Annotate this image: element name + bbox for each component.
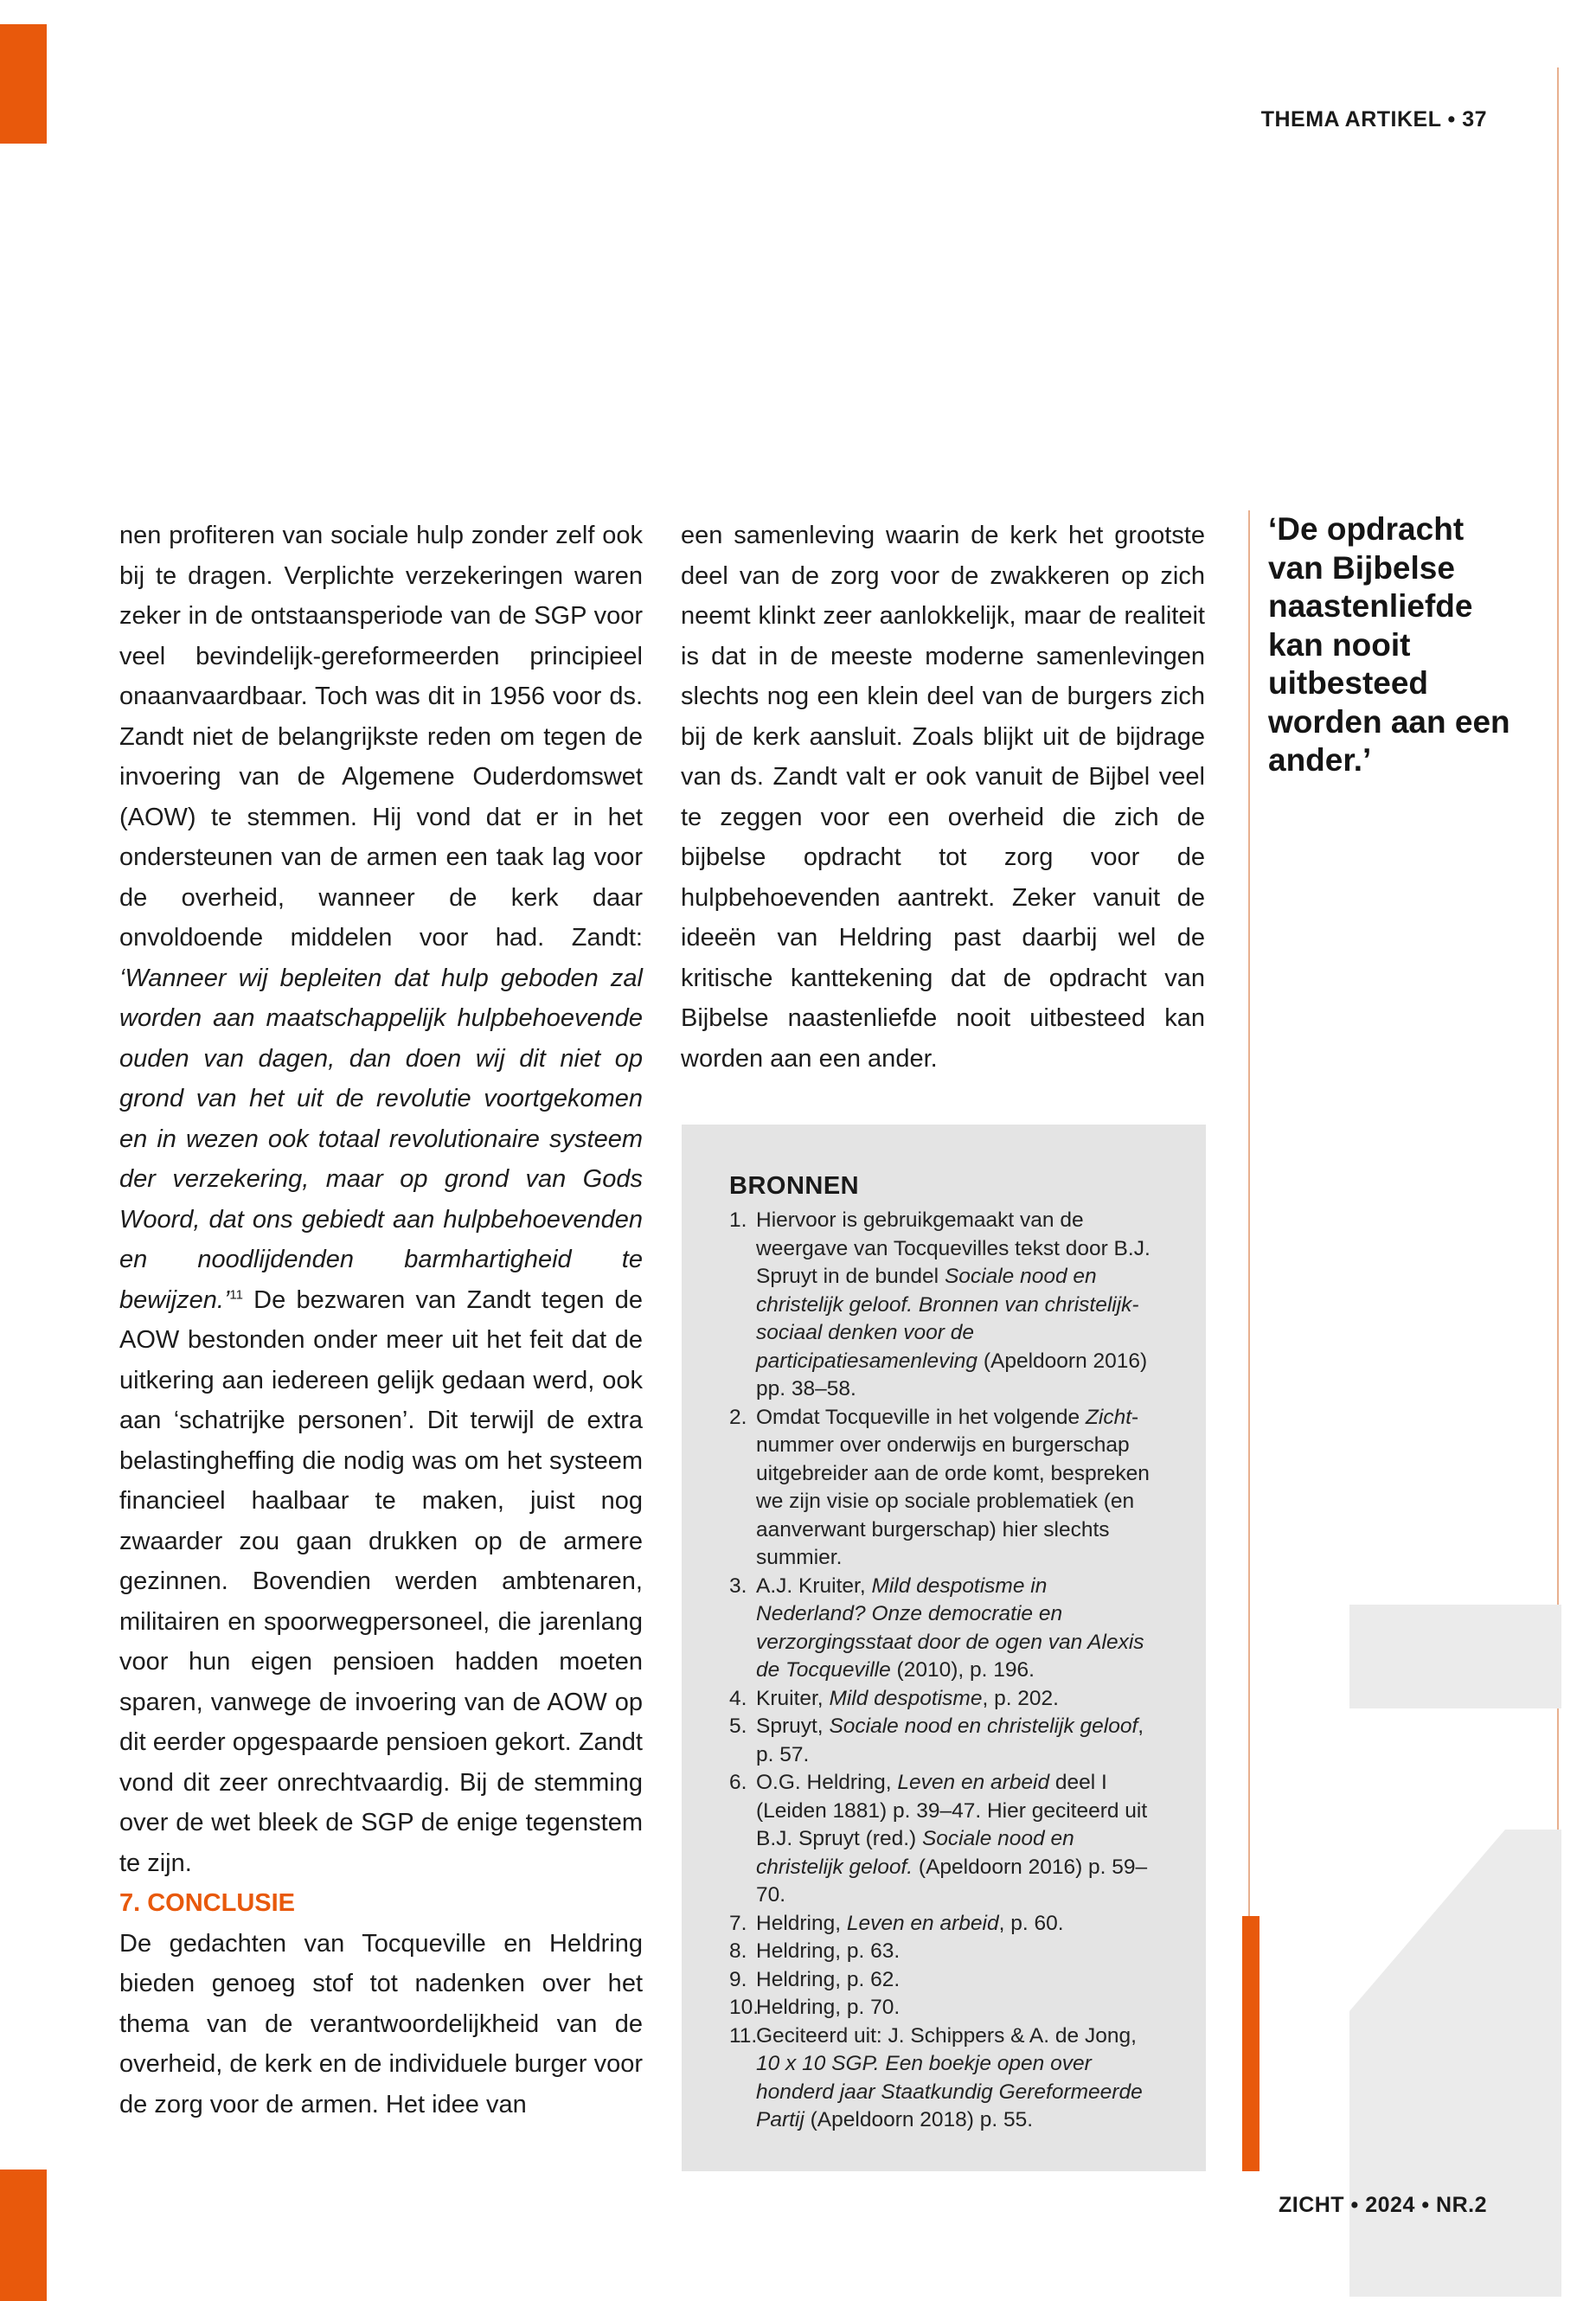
zandt-quote: ‘Wanneer wij bepleiten dat hulp geboden zal worden aan maatschappelijk hulpbehoevende ouden van dagen, dan doen wij dit niet op grond van het uit de revolutie voortgekomen en in wezen ook totaal revolutionaire systeem der verzekering, maar op grond van Gods Woord, dat ons gebiedt aan hulpbehoevenden en noodlijdenden barmhartigheid te bewijzen.’ [119,964,643,1314]
left-text-b: De bezwaren van Zandt tegen de AOW bestonden onder meer uit het feit dat de uitkering aan iedereen gelijk gedaan werd, ook aan ‘schatrijke personen’. Dit terwijl de extra belastingheffing die nodig was om het systeem financieel haalbaar te maken, juist nog zwaarder zou gaan drukken op de armere gezinnen. Bovendien werden ambtenaren, militairen en spoorwegpersoneel, die jarenlang voor hun eigen pensioen hadden moeten sparen, vanwege de invoering van de AOW op dit eerder opgespaarde pensioen gekort. Zandt vond dit zeer onrechtvaardig. Bij de stemming over de wet bleek de SGP de enige tegenstem te zijn. [119,1285,643,1877]
orange-edge-bar-bottom [0,2170,47,2301]
header-label: THEMA ARTIKEL [1260,107,1442,131]
footer-year: 2024 [1365,2193,1415,2217]
source-item: 5. Spruyt, Sociale nood en christelijk geloof, p. 57. [729,1715,1144,1766]
source-item: 8. Heldring, p. 63. [729,1939,901,1963]
source-item: 6. O.G. Heldring, Leven en arbeid deel I (Leiden 1881) p. 39–47. Hier geciteerd uit B.J. Spruyt (red.) Sociale nood en christelijk geloof. (Apeldoorn 2016) p. 59–70. [729,1771,1148,1907]
source-item: 3. A.J. Kruiter, Mild despotisme in Nederland? Onze democratie en verzorgingsstaat door de ogen van Alexis de Tocqueville (2010), p. 196. [729,1574,1144,1682]
source-item: 4. Kruiter, Mild despotisme, p. 202. [729,1686,1059,1710]
middle-column [681,516,1205,1079]
left-paragraph-2: De gedachten van Tocqueville en Heldring bieden genoeg stof tot nadenken over het thema van de verantwoordelijkheid van de overheid, de kerk en de individuele burger voor de zorg voor de armen. Het idee van [119,1929,643,2118]
footer-bullet: • [1350,2193,1366,2217]
left-text-a: nen profiteren van sociale hulp zonder zelf ook bij te dragen. Verplichte verzekeringen waren zeker in de ontstaansperiode van de SGP voor veel bevindelijk-gereformeerden principieel onaanvaardbaar. Toch was dit in 1956 voor ds. Zandt niet de belangrijkste reden om tegen de invoering van de Algemene Ouderdomswet (AOW) te stemmen. Hij vond dat er in het ondersteunen van de armen een taak lag voor de overheid, wanneer de kerk daar onvoldoende middelen voor had. Zandt: [119,522,643,952]
orange-vertical-accent [1242,1916,1259,2171]
thin-vertical-rule [1248,510,1250,1916]
running-footer [1279,2193,1487,2218]
source-item: 9. Heldring, p. 62. [729,1967,901,1991]
footer-issue: NR.2 [1436,2193,1487,2217]
page-number: 37 [1462,107,1487,131]
left-column [119,516,643,2125]
footnote-ref-11: 11 [229,1286,243,1302]
source-item: 2. Omdat Tocqueville in het volgende Zicht-nummer over onderwijs en burgerschap uitgebreider aan de orde komt, bespreken we zijn visie op sociale problematiek (en aanverwant burgerschap) hier slechts summier. [729,1405,1150,1569]
source-item: 10. Heldring, p. 70. [729,1996,901,2019]
running-header [1261,107,1487,132]
header-bullet: • [1447,107,1463,131]
source-item: 1. Hiervoor is gebruikgemaakt van de weergave van Tocquevilles tekst door B.J. Spruyt in de bundel Sociale nood en christelijk geloof. Bronnen van christelijk-sociaal denken voor de participatiesamenleving (Apeldoorn 2016) pp. 38–58. [729,1208,1151,1400]
section-heading-conclusie: 7. CONCLUSIE [119,1889,296,1917]
orange-edge-bar-top [0,24,47,144]
sources-list [729,1207,1162,2135]
middle-paragraph-1: een samenleving waarin de kerk het grootste deel van de zorg voor de zwakkeren op zich neemt klinkt zeer aanlokkelijk, maar de realiteit is dat in de meeste moderne samenlevingen slechts nog een klein deel van de burgers zich bij de kerk aansluit. Zoals blijkt uit de bijdrage van ds. Zandt valt er ook vanuit de Bijbel veel te zeggen voor een overheid die zich de bijbelse opdracht tot zorg voor de hulpbehoevenden aantrekt. Zeker vanuit de ideeën van Heldring past daarbij wel de kritische kanttekening dat de opdracht van Bijbelse naastenliefde nooit uitbesteed kan worden aan een ander. [681,522,1205,1073]
pull-quote: ‘De opdracht van Bijbelse naastenliefde kan nooit uitbesteed worden aan een ander.’ [1268,511,1510,778]
footer-bullet: • [1421,2193,1437,2217]
footer-label: ZICHT [1278,2193,1345,2217]
source-item: 11. Geciteerd uit: J. Schippers & A. de Jong, 10 x 10 SGP. Een boekje open over honderd jaar Staatkundig Gereformeerde Partij (Apeldoorn 2018) p. 55. [729,2023,1143,2131]
source-item: 7. Heldring, Leven en arbeid, p. 60. [729,1911,1064,1935]
left-paragraph-1 [119,516,643,1883]
sources-title: BRONNEN [729,1172,860,1200]
